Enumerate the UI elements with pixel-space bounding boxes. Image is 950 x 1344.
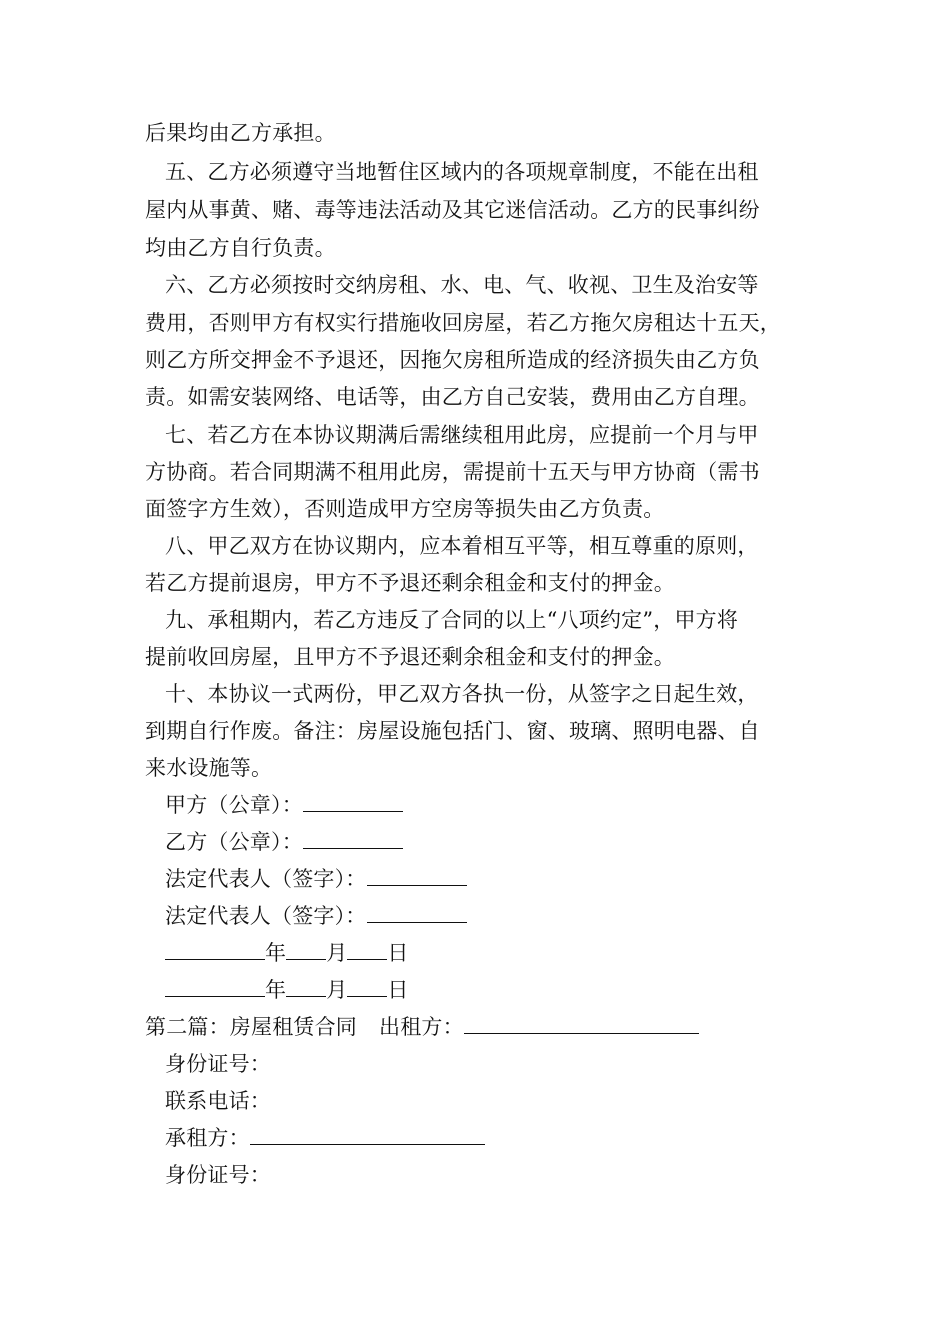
body-line: 方协商。若合同期满不租用此房，需提前十五天与甲方协商（需书 [145,460,760,484]
body-line: 后果均由乙方承担。 [145,121,336,145]
month-label: 月 [326,978,348,1002]
day-blank [347,939,387,960]
id-number-line-2: 身份证号： [165,1163,271,1187]
party-b-seal-line [165,828,403,856]
lessor-blank [464,1013,699,1034]
body-line: 则乙方所交押金不予退还，因拖欠房租所造成的经济损失由乙方负 [145,348,760,372]
lessee-label: 承租方： [165,1126,250,1150]
party-b-label: 乙方（公章）： [165,830,303,854]
month-blank [286,976,326,997]
lessee-line [165,1124,485,1152]
legal-rep-label-2: 法定代表人（签字）： [165,904,367,928]
lessee-blank [250,1124,485,1145]
party-a-seal-line [165,791,403,819]
year-blank [165,976,265,997]
month-blank [286,939,326,960]
year-label: 年 [265,941,287,965]
body-line: 到期自行作废。备注：房屋设施包括门、窗、玻璃、照明电器、自 [145,719,760,743]
clause-10: 十、本协议一式两份，甲乙双方各执一份，从签字之日起生效， [165,682,759,706]
body-line: 提前收回房屋，且甲方不予退还剩余租金和支付的押金。 [145,645,675,669]
clause-8: 八、甲乙双方在协议期内，应本着相互平等，相互尊重的原则， [165,534,759,558]
party-b-blank [303,828,403,849]
body-line: 来水设施等。 [145,756,273,780]
clause-9: 九、承租期内，若乙方违反了合同的以上“八项约定”，甲方将 [165,608,739,632]
body-line: 屋内从事黄、赌、毒等违法活动及其它迷信活动。乙方的民事纠纷 [145,198,760,222]
year-blank [165,939,265,960]
party-a-blank [303,791,403,812]
second-part-heading: 第二篇：房屋租赁合同 [145,1015,357,1039]
body-line: 若乙方提前退房，甲方不予退还剩余租金和支付的押金。 [145,571,675,595]
legal-rep-line-2 [165,902,467,930]
year-label: 年 [265,978,287,1002]
second-part-heading-line [145,1013,699,1041]
lessor-label: 出租方： [379,1015,464,1039]
body-line: 均由乙方自行负责。 [145,236,336,260]
clause-7: 七、若乙方在本协议期满后需继续租用此房，应提前一个月与甲 [165,423,759,447]
day-label: 日 [387,978,409,1002]
clause-6: 六、乙方必须按时交纳房租、水、电、气、收视、卫生及治安等 [165,273,759,297]
date-line-1 [165,939,409,967]
day-label: 日 [387,941,409,965]
body-line: 费用，否则甲方有权实行措施收回房屋，若乙方拖欠房租达十五天， [145,311,781,335]
party-a-label: 甲方（公章）： [165,793,303,817]
legal-rep-blank-1 [367,865,467,886]
legal-rep-label-1: 法定代表人（签字）： [165,867,367,891]
phone-line: 联系电话： [165,1089,271,1113]
date-line-2 [165,976,409,1004]
legal-rep-line-1 [165,865,467,893]
month-label: 月 [326,941,348,965]
body-line: 面签字方生效），否则造成甲方空房等损失由乙方负责。 [145,497,665,521]
day-blank [347,976,387,997]
body-line: 责。如需安装网络、电话等，由乙方自己安装，费用由乙方自理。 [145,385,760,409]
clause-5: 五、乙方必须遵守当地暂住区域内的各项规章制度，不能在出租 [165,160,759,184]
id-number-line-1: 身份证号： [165,1052,271,1076]
legal-rep-blank-2 [367,902,467,923]
